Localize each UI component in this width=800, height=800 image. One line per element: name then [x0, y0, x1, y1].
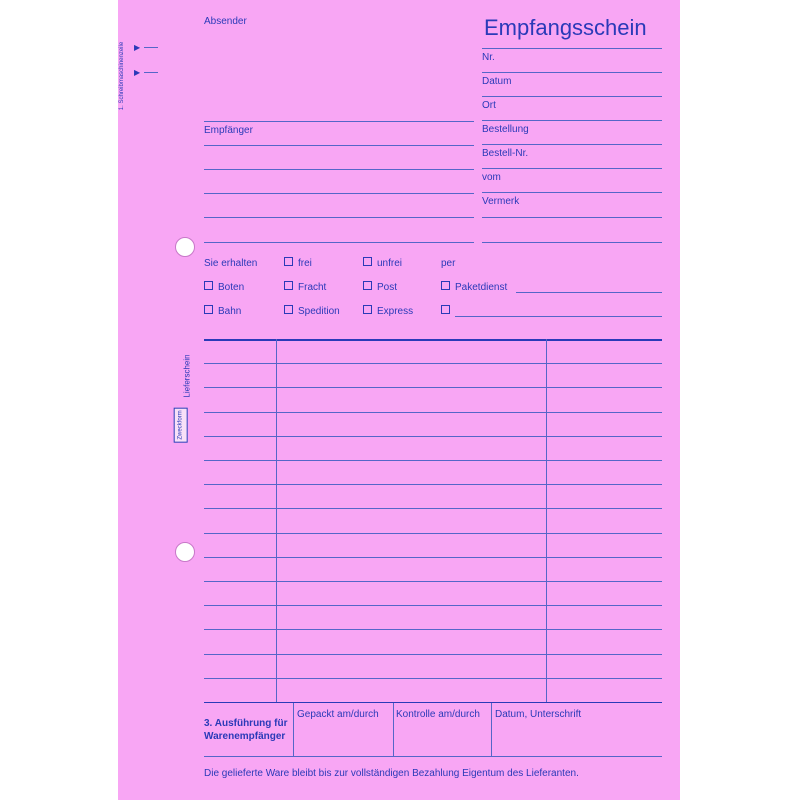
delivery-note-form [118, 0, 680, 800]
table-row-line [204, 484, 662, 485]
items-table [204, 339, 662, 703]
recipient-label: Empfänger [204, 125, 253, 136]
field-nr-label: Nr. [482, 52, 495, 63]
checkbox-other[interactable] [441, 305, 450, 314]
page-title: Empfangsschein [484, 15, 647, 40]
checkbox-express[interactable] [363, 305, 372, 314]
table-row-line [204, 678, 662, 679]
typewriter-line-label: 1. Schreibmaschinenzeile [119, 41, 126, 111]
zweckform-logo: Zweckform [174, 407, 188, 442]
checked-label: Kontrolle am/durch [396, 709, 480, 720]
option-unfrei-label: unfrei [377, 258, 403, 269]
punch-hole-top [175, 237, 195, 257]
delivery-per-label: per [441, 258, 456, 269]
table-row-line [204, 629, 662, 630]
copy-label-line1: 3. Ausführung für [204, 718, 288, 729]
date-signature-label: Datum, Unterschrift [495, 709, 582, 720]
table-row-line [204, 581, 662, 582]
table-row-line [204, 533, 662, 534]
table-row-line [204, 508, 662, 509]
checkbox-frei[interactable] [284, 257, 293, 266]
table-row-line [204, 387, 662, 388]
punch-hole-bottom [175, 542, 195, 562]
packed-label: Gepackt am/durch [297, 709, 379, 720]
option-spedition-label: Spedition [298, 306, 340, 317]
field-bestell-nr-label: Bestell-Nr. [482, 148, 529, 159]
field-datum-label: Datum [482, 76, 512, 87]
option-bahn-label: Bahn [218, 306, 242, 317]
table-row-line [204, 654, 662, 655]
side-form-name: Lieferschein [182, 354, 192, 398]
field-vom-label: vom [482, 172, 501, 183]
option-express-label: Express [377, 306, 414, 317]
option-paketdienst-label: Paketdienst [455, 282, 508, 293]
field-ort-label: Ort [482, 100, 496, 111]
option-post-label: Post [377, 282, 398, 293]
checkbox-spedition[interactable] [284, 305, 293, 314]
table-row-line [204, 605, 662, 606]
column-divider [546, 339, 547, 703]
option-fracht-label: Fracht [298, 282, 327, 293]
checkbox-unfrei[interactable] [363, 257, 372, 266]
option-frei-label: frei [298, 258, 312, 269]
checkbox-paketdienst[interactable] [441, 281, 450, 290]
checkbox-boten[interactable] [204, 281, 213, 290]
table-row-line [204, 557, 662, 558]
table-row-line [204, 460, 662, 461]
copy-label-line2: Warenempfänger [204, 731, 286, 742]
option-boten-label: Boten [218, 282, 245, 293]
field-bestellung-label: Bestellung [482, 124, 529, 135]
column-divider [276, 339, 277, 703]
field-vermerk-label: Vermerk [482, 196, 520, 207]
checkbox-fracht[interactable] [284, 281, 293, 290]
table-row-line [204, 436, 662, 437]
table-row-line [204, 412, 662, 413]
ownership-disclaimer: Die gelieferte Ware bleibt bis zur vollständigen Bezahlung Eigentum des Lieferanten. [204, 768, 579, 779]
checkbox-bahn[interactable] [204, 305, 213, 314]
typewriter-marker-icon: ▶ [134, 68, 141, 77]
checkbox-post[interactable] [363, 281, 372, 290]
delivery-intro-label: Sie erhalten [204, 258, 258, 269]
signature-row [204, 703, 662, 757]
sender-label: Absender [204, 16, 247, 27]
table-row-line [204, 363, 662, 364]
typewriter-marker-icon: ▶ [134, 43, 141, 52]
